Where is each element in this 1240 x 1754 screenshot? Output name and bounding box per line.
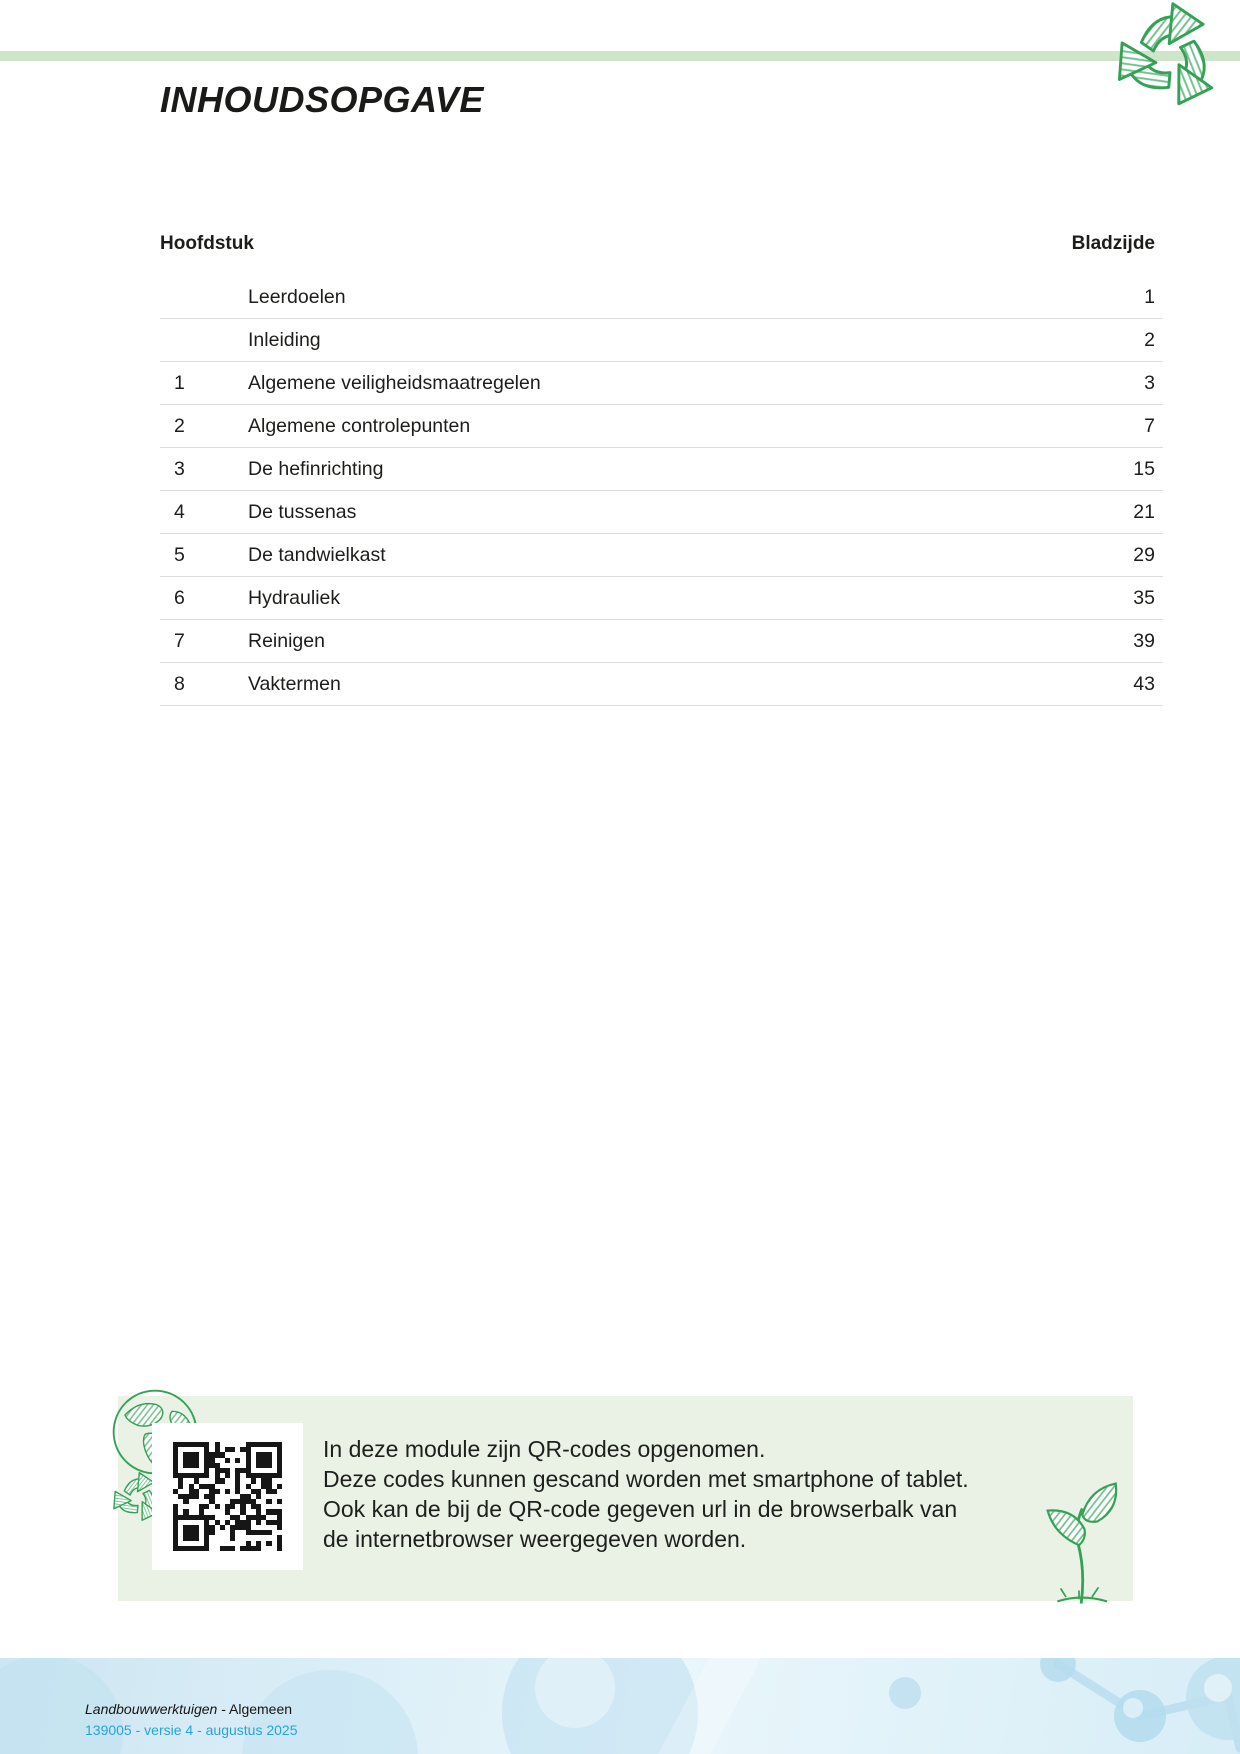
toc-row[interactable] <box>160 663 1163 706</box>
qr-instruction-line: Deze codes kunnen gescand worden met smartphone of tablet. <box>323 1466 969 1492</box>
toc-row[interactable] <box>160 620 1163 663</box>
chapter-page: 3 <box>1144 371 1155 394</box>
chapter-number: 5 <box>174 543 185 566</box>
chapter-page: 1 <box>1144 285 1155 308</box>
chapter-title: Vaktermen <box>248 672 341 695</box>
chapter-title: Hydrauliek <box>248 586 341 609</box>
chapter-title: De tussenas <box>248 500 357 523</box>
top-accent-bar <box>0 51 1240 61</box>
chapter-page: 29 <box>1133 543 1155 566</box>
qr-instruction-line: de internetbrowser weergegeven worden. <box>323 1526 747 1552</box>
qr-code-tile <box>152 1423 303 1570</box>
toc-row[interactable] <box>160 491 1163 534</box>
seedling-icon <box>1020 1476 1138 1610</box>
chapter-number: 6 <box>174 586 185 609</box>
qr-instruction-line: In deze module zijn QR-codes opgenomen. <box>323 1436 766 1462</box>
toc-header <box>160 233 1163 255</box>
chapter-number: 2 <box>174 414 185 437</box>
series-suffix: - Algemeen <box>217 1701 293 1717</box>
toc-row[interactable] <box>160 362 1163 405</box>
toc-row[interactable] <box>160 276 1163 319</box>
footer <box>85 1699 297 1741</box>
chapter-page: 2 <box>1144 328 1155 351</box>
toc-row[interactable] <box>160 405 1163 448</box>
chapter-number: 7 <box>174 629 185 652</box>
chapter-number: 3 <box>174 457 185 480</box>
chapter-title: Algemene controlepunten <box>248 414 471 437</box>
toc-row[interactable] <box>160 448 1163 491</box>
series-title: Landbouwwerktuigen <box>85 1701 218 1717</box>
toc-header-chapter: Hoofdstuk <box>160 233 254 254</box>
qr-code <box>173 1442 282 1551</box>
toc-table <box>160 276 1163 706</box>
chapter-page: 35 <box>1133 586 1155 609</box>
chapter-number: 4 <box>174 500 185 523</box>
chapter-page: 21 <box>1133 500 1155 523</box>
chapter-title: Leerdoelen <box>248 285 346 308</box>
chapter-title: Algemene veiligheidsmaatregelen <box>248 371 541 394</box>
toc-row[interactable] <box>160 319 1163 362</box>
qr-instruction-line: Ook kan de bij de QR-code gegeven url in de browserbalk van <box>323 1496 958 1522</box>
chapter-title: Reinigen <box>248 629 325 652</box>
chapter-page: 15 <box>1133 457 1155 480</box>
chapter-page: 39 <box>1133 629 1155 652</box>
qr-instructions <box>323 1434 969 1554</box>
chapter-page: 43 <box>1133 672 1155 695</box>
document-title <box>85 1699 297 1720</box>
toc-row[interactable] <box>160 577 1163 620</box>
toc-header-page: Bladzijde <box>1071 233 1155 254</box>
chapter-title: De hefinrichting <box>248 457 384 480</box>
chapter-page: 7 <box>1144 414 1155 437</box>
page-title: INHOUDSOPGAVE <box>160 79 484 120</box>
toc-row[interactable] <box>160 534 1163 577</box>
recycling-icon <box>1092 0 1240 120</box>
chapter-title: De tandwielkast <box>248 543 386 566</box>
chapter-number: 1 <box>174 371 185 394</box>
chapter-number: 8 <box>174 672 185 695</box>
document-version: 139005 - versie 4 - augustus 2025 <box>85 1722 298 1738</box>
chapter-title: Inleiding <box>248 328 321 351</box>
